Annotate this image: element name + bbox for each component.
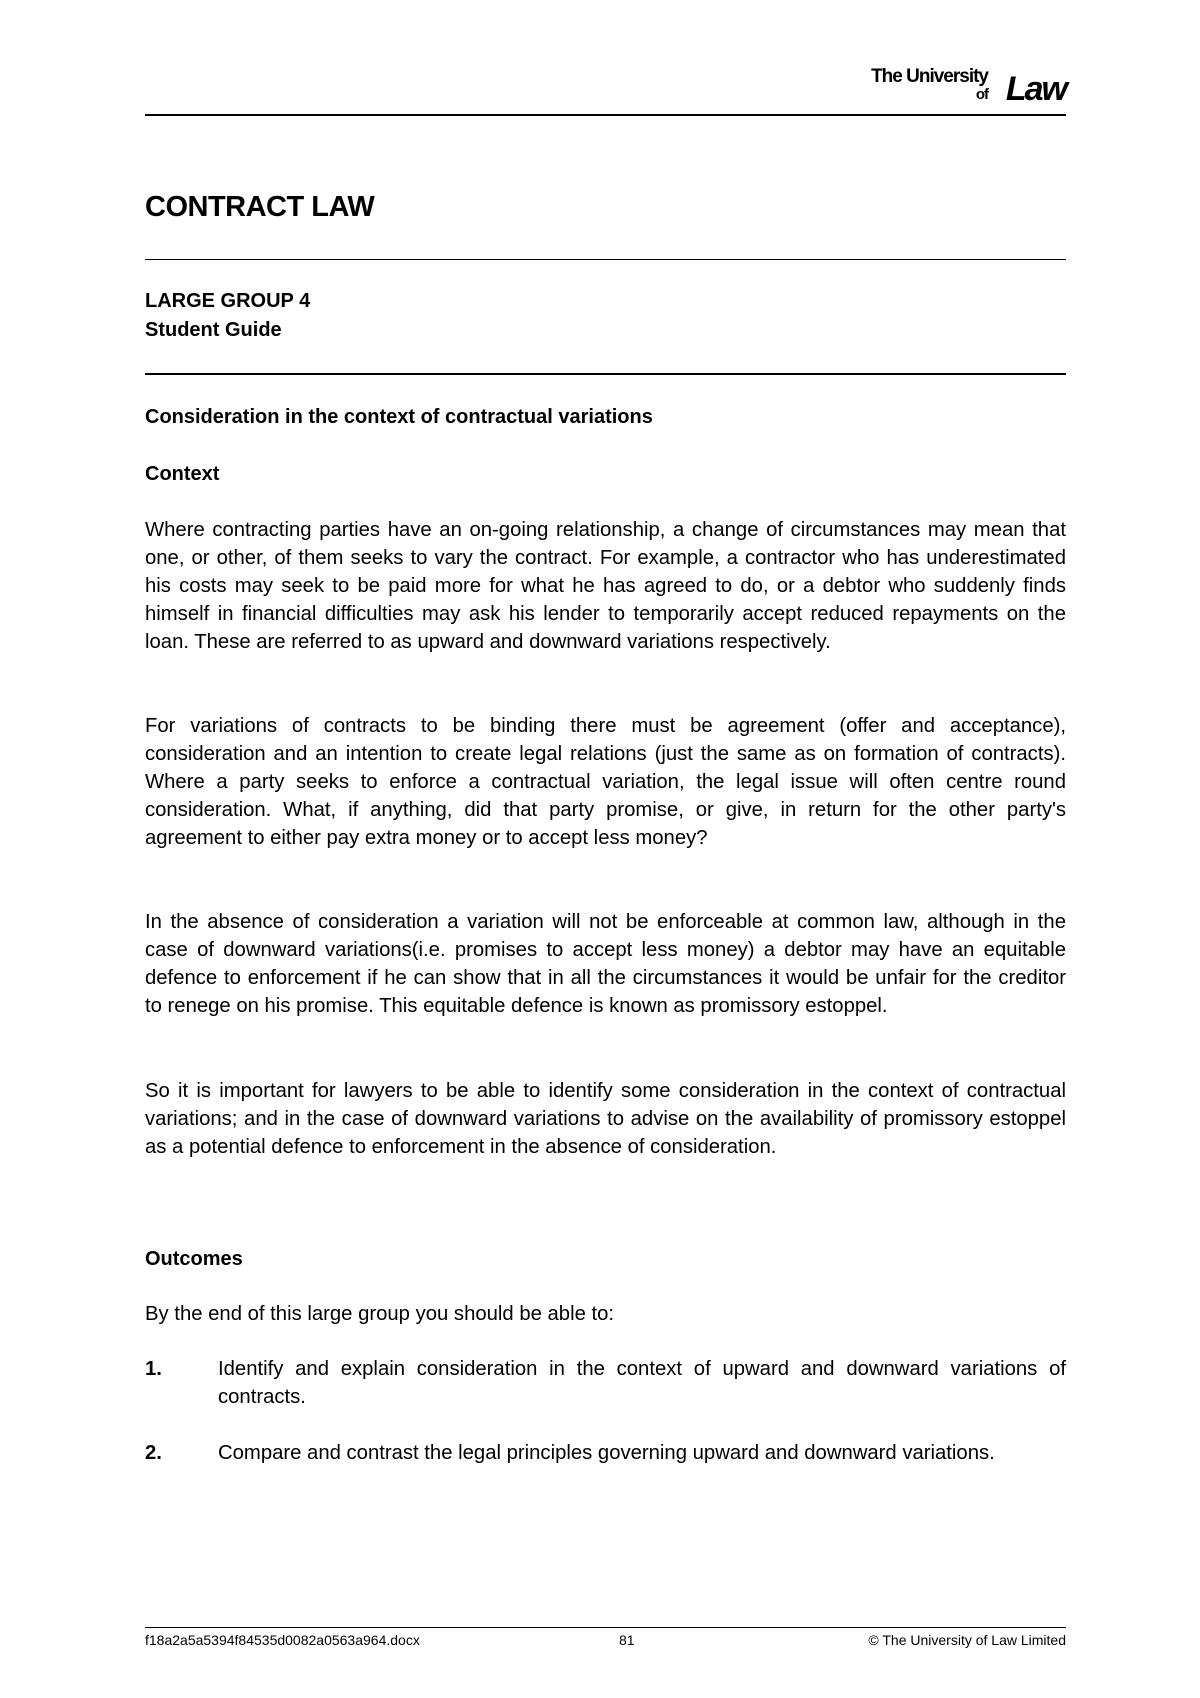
context-heading: Context <box>145 463 220 485</box>
topic-heading: Consideration in the context of contractual variations <box>145 406 653 428</box>
footer-filename: f18a2a5a5394f84535d0082a0563a964.docx <box>145 1632 420 1648</box>
footer-rule <box>145 1627 1066 1628</box>
outcome-number: 1. <box>145 1358 162 1380</box>
footer-page-number: 81 <box>619 1632 635 1648</box>
header-rule <box>145 114 1066 116</box>
university-logo <box>856 66 1066 106</box>
context-paragraph-4: So it is important for lawyers to be able to identify some consideration in the context of contractual variations; and in the case of downward variations to advise on the availability of promissory estoppel as a potential defence to enforcement in the absence of consideration. <box>145 1080 1066 1158</box>
outcome-number: 2. <box>145 1442 162 1464</box>
logo-line-3: Law <box>1005 70 1066 108</box>
context-paragraph-3: In the absence of consideration a variation will not be enforceable at common law, although in the case of downward variations(i.e. promises to accept less money) a debtor may have an equitable defence to enforcement if he can show that in all the circumstances it would be unfair for the creditor to renege on his promise. This equitable defence is known as promissory estoppel. <box>145 911 1066 1017</box>
outcomes-intro: By the end of this large group you should be able to: <box>145 1303 615 1325</box>
context-paragraph-1: Where contracting parties have an on-going relationship, a change of circumstances may mean that one, or other, of them seeks to vary the contract. For example, a contractor who has underestimated his costs may seek to be paid more for what he has agreed to do, or a debtor who suddenly finds himself in financial difficulties may ask his lender to temporarily accept reduced repayments on the loan. These are referred to as upward and downward variations respectively. <box>145 519 1066 653</box>
session-rule <box>145 373 1066 375</box>
document-page <box>145 0 1066 1698</box>
outcome-text: Compare and contrast the legal principles governing upward and downward variations. <box>218 1442 995 1464</box>
context-paragraph-2: For variations of contracts to be binding there must be agreement (offer and acceptance), consideration and an intention to create legal relations (just the same as on formation of contracts). Where a party seeks to enforce a contractual variation, the legal issue will often centre round consideration. What, if anything, did that party promise, or give, in return for the other party's agreement to either pay extra money or to accept less money? <box>145 715 1066 849</box>
outcome-text: Identify and explain consideration in the context of upward and downward variations of contracts. <box>218 1358 1066 1408</box>
logo-line-2: of <box>975 86 988 103</box>
document-title: CONTRACT LAW <box>145 191 375 223</box>
logo-line-1: The University <box>871 66 988 87</box>
session-group: LARGE GROUP 4 <box>145 290 311 312</box>
session-guide: Student Guide <box>145 319 282 341</box>
title-rule <box>145 259 1066 260</box>
outcomes-heading: Outcomes <box>145 1248 243 1270</box>
footer-copyright: © The University of Law Limited <box>868 1632 1066 1648</box>
